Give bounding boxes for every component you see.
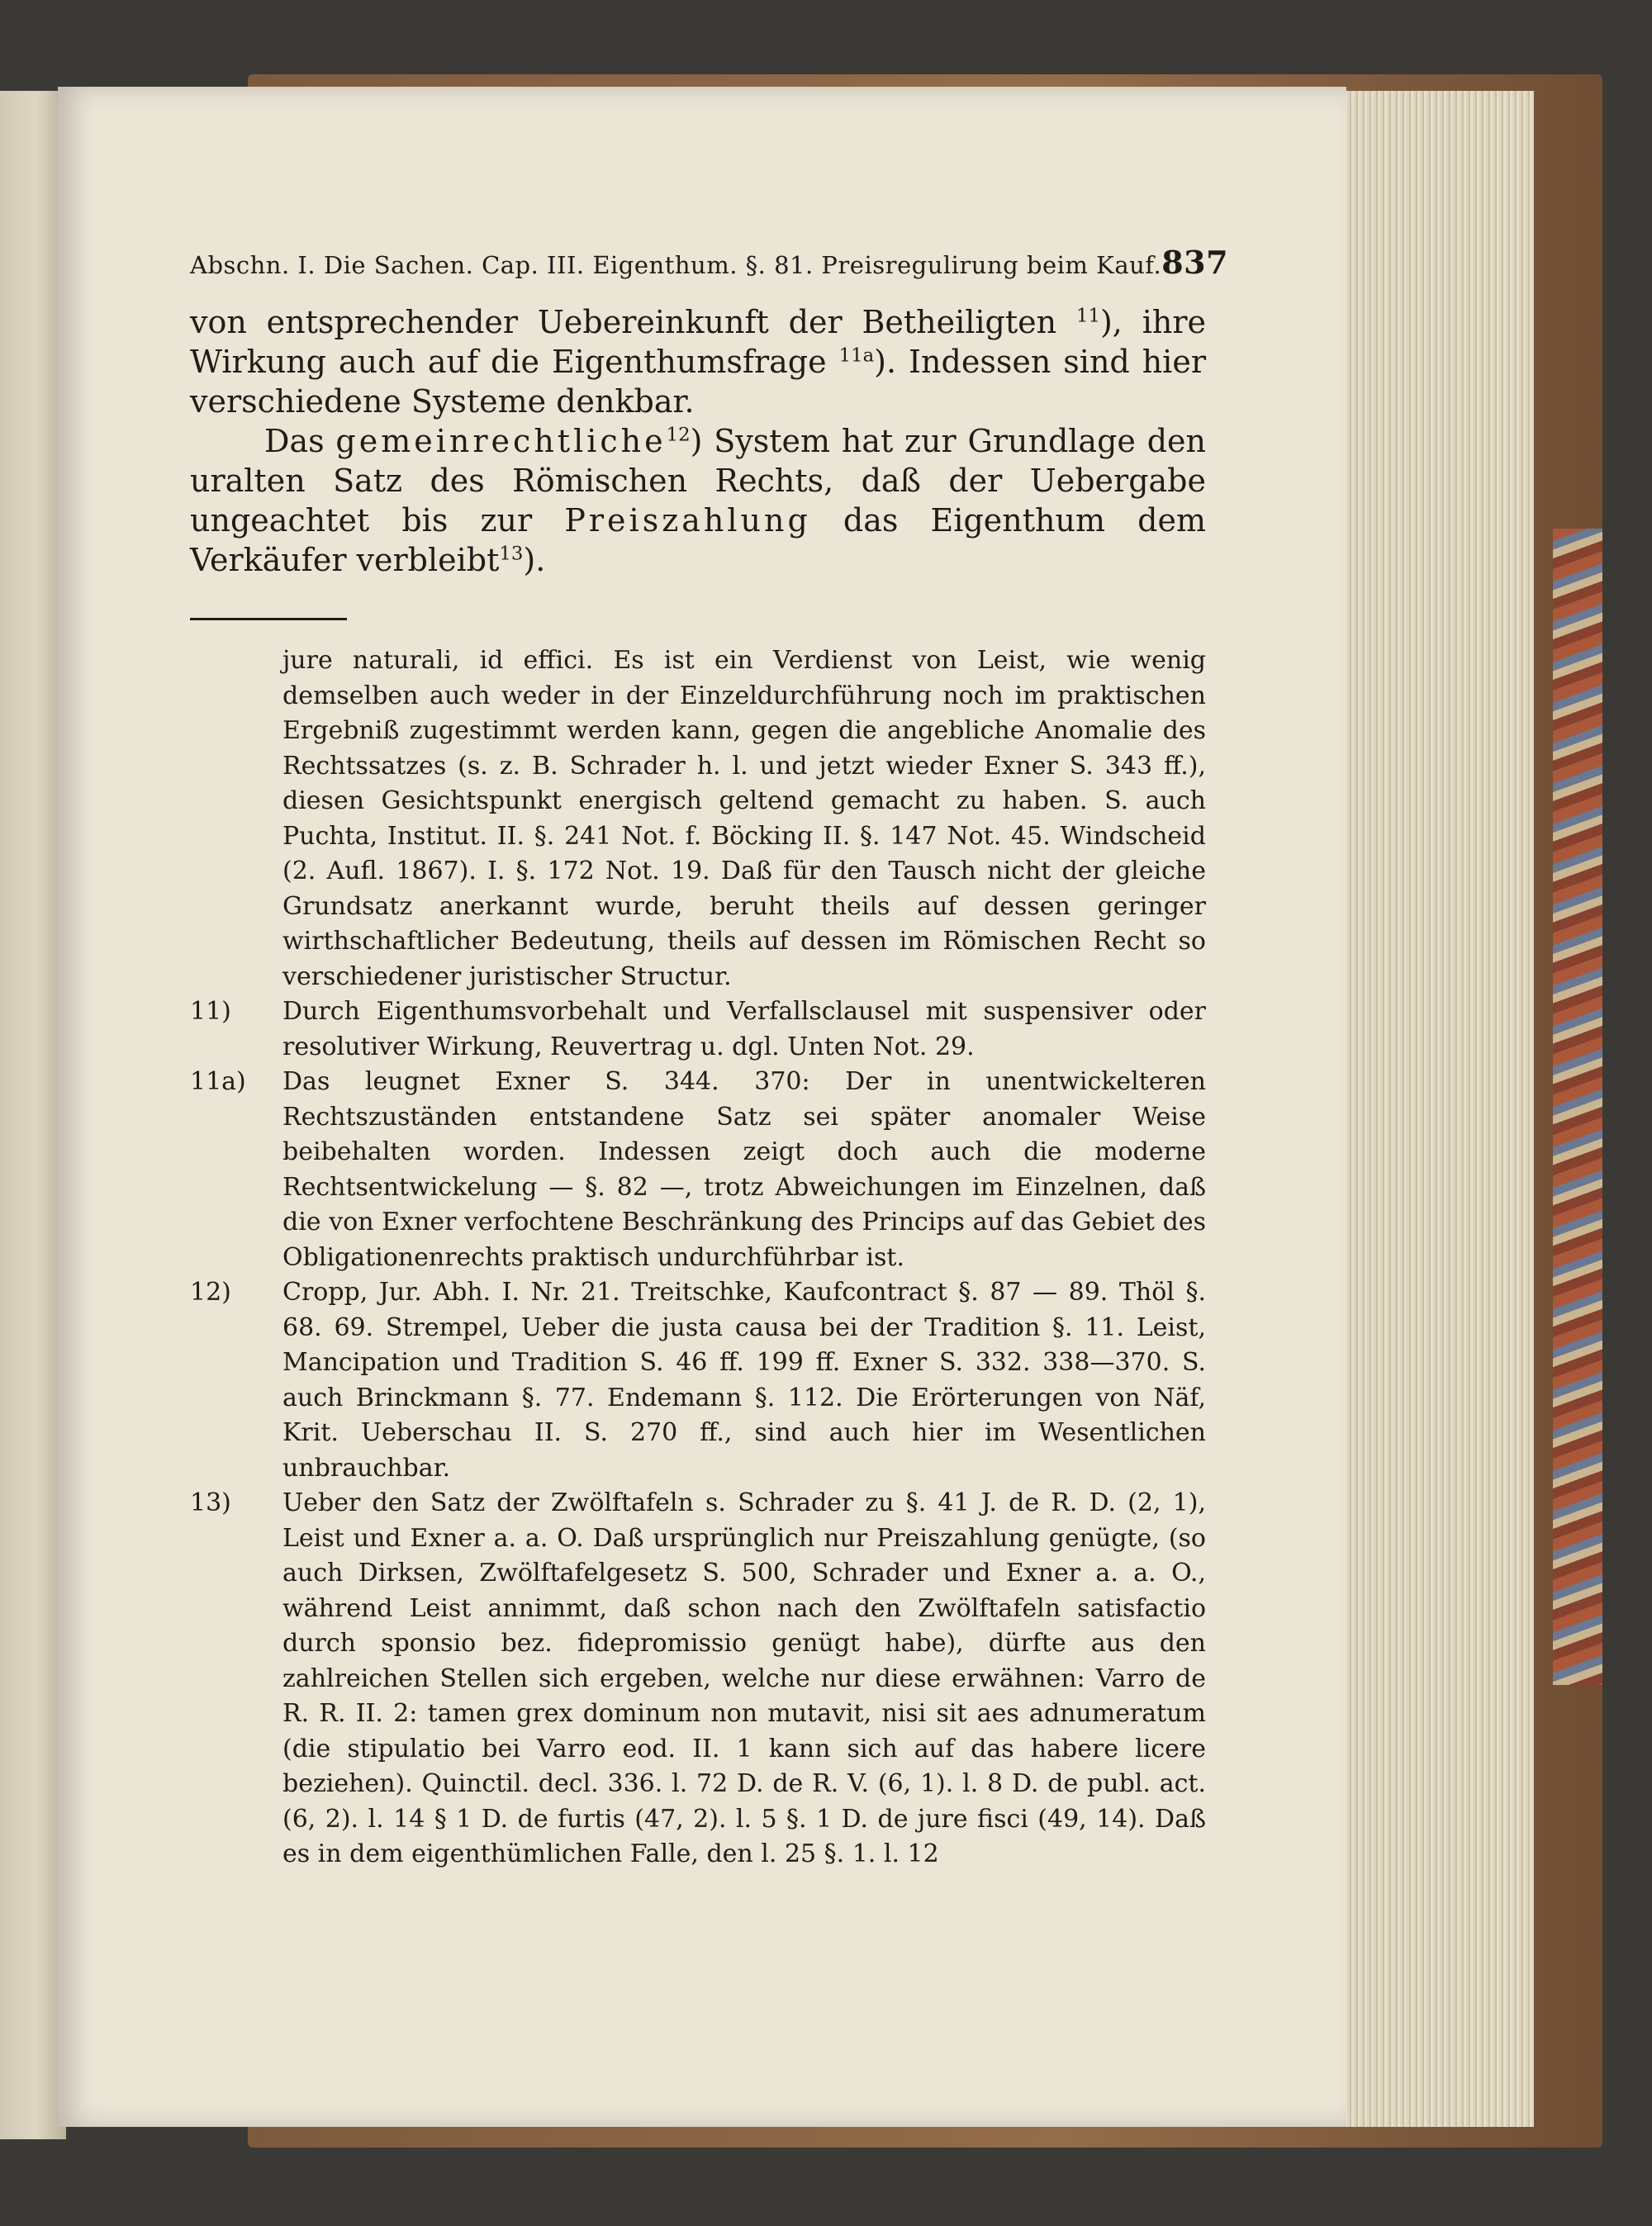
page-number: 837 xyxy=(1161,244,1229,281)
footnote-number: 11a) xyxy=(190,1067,246,1096)
page-content xyxy=(190,244,1229,1872)
footnote xyxy=(190,994,1206,1065)
footnote-divider xyxy=(190,618,347,620)
footnote-text: Ueber den Satz der Zwölftafeln s. Schrader zu §. 41 J. de R. D. (2, 1), Leist und Exner a. a. O. Daß ursprünglich nur Preiszahlung genügte, (so auch Dirksen, Zwölftafelgesetz S. 500, Schrader und Exner a. a. O., während Leist annimmt, daß schon nach den Zwölftafeln satisfactio durch sponsio bez. fidepromissio genügt habe), dürfte aus den zahlreichen Stellen sich ergeben, welche nur diese erwähnen: Varro de R. R. II. 2: tamen grex dominum non mutavit, nisi sit aes adnumeratum (die stipulatio bei Varro eod. II. 1 kann sich auf das habere licere beziehen). Quinctil. decl. 336. l. 72 D. de R. V. (6, 1). l. 8 D. de publ. act. (6, 2). l. 14 § 1 D. de furtis (47, 2). l. 5 §. 1 D. de jure fisci (49, 14). Daß es in dem eigenthümlichen Falle, den l. 25 §. 1. l. 12 xyxy=(282,1488,1206,1868)
footnote-number: 12) xyxy=(190,1278,231,1307)
footnote-ref: 11a xyxy=(838,344,875,367)
body-text: Das xyxy=(264,423,325,459)
footnote-ref: 11 xyxy=(1075,305,1100,327)
body-text: ). Indessen sind hier verschiedene Systeme denkbar. xyxy=(190,344,1206,420)
running-head xyxy=(190,244,1229,281)
book-page xyxy=(58,87,1346,2127)
emphasized-term: gemeinrechtliche xyxy=(335,423,667,459)
footnote-ref: 12 xyxy=(666,424,691,446)
body-text: ), ihre Wirkung auch auf die Eigenthumsfrage xyxy=(190,304,1207,380)
footnote-number: 13) xyxy=(190,1488,231,1517)
footnote xyxy=(190,1486,1206,1872)
footnote-text: Cropp, Jur. Abh. I. Nr. 21. Treitschke, Kaufcontract §. 87 — 89. Thöl §. 68. 69. Strempel, Ueber die justa causa bei der Tradition §. 11. Leist, Mancipation und Tradition S. 46 ff. 199 ff. Exner S. 332. 338—370. S. auch Brinckmann §. 77. Endemann §. 112. Die Erörterungen von Näf, Krit. Ueberschau II. S. 270 ff., sind auch hier im Wesentlichen unbrauchbar. xyxy=(282,1278,1206,1483)
body-text: das Eigenthum dem Verkäufer verbleibt xyxy=(190,502,1206,578)
body-text: ) System hat zur Grundlage den uralten Satz des Römischen Rechts, daß der Uebergabe ungeachtet bis zur xyxy=(190,423,1206,539)
footnote-text: Durch Eigenthumsvorbehalt und Verfallsclausel mit suspensiver oder resolutiver Wirkung, Reuvertrag u. dgl. Unten Not. 29. xyxy=(282,997,1206,1061)
footnote-ref: 13 xyxy=(499,543,524,565)
body-text: ). xyxy=(523,542,546,578)
body-text: von entsprechender Uebereinkunft der Betheiligten xyxy=(190,304,1057,340)
body-paragraph-1 xyxy=(190,302,1206,421)
footnote-number: 11) xyxy=(190,997,231,1026)
running-head-title: Abschn. I. Die Sachen. Cap. III. Eigenthum. §. 81. Preisregulirung beim Kauf. xyxy=(190,251,1162,279)
footnote-text: Das leugnet Exner S. 344. 370: Der in unentwickelteren Rechtszuständen entstandene Satz sei später anomaler Weise beibehalten worden. Indessen zeigt doch auch die moderne Rechtsentwickelung — §. 82 —, trotz Abweichungen im Einzelnen, daß die von Exner verfochtene Beschränkung des Princips auf das Gebiet des Obligationenrechts praktisch undurchführbar ist. xyxy=(282,1067,1206,1272)
left-page-edge xyxy=(0,91,66,2139)
footnotes xyxy=(190,643,1206,1872)
footnote-text: jure naturali, id effici. Es ist ein Verdienst von Leist, wie wenig demselben auch weder in der Einzeldurchführung noch im praktischen Ergebniß zugestimmt werden kann, gegen die angebliche Anomalie des Rechtssatzes (s. z. B. Schrader h. l. und jetzt wieder Exner S. 343 ff.), diesen Gesichtspunkt energisch geltend gemacht zu haben. S. auch Puchta, Institut. II. §. 241 Not. f. Böcking II. §. 147 Not. 45. Windscheid (2. Aufl. 1867). I. §. 172 Not. 19. Daß für den Tausch nicht der gleiche Grundsatz anerkannt wurde, beruht theils auf dessen geringer wirthschaftlicher Bedeutung, theils auf dessen im Römischen Recht so verschiedener juristischer Structur. xyxy=(282,646,1206,991)
footnote xyxy=(190,1275,1206,1486)
footnote xyxy=(190,1065,1206,1275)
footnote xyxy=(190,643,1206,994)
body-paragraph-2 xyxy=(190,421,1206,580)
marbled-edge xyxy=(1553,529,1602,1685)
emphasized-term: Preiszahlung xyxy=(564,502,811,539)
page-stack xyxy=(1326,91,1534,2127)
footnote-number xyxy=(190,643,282,994)
